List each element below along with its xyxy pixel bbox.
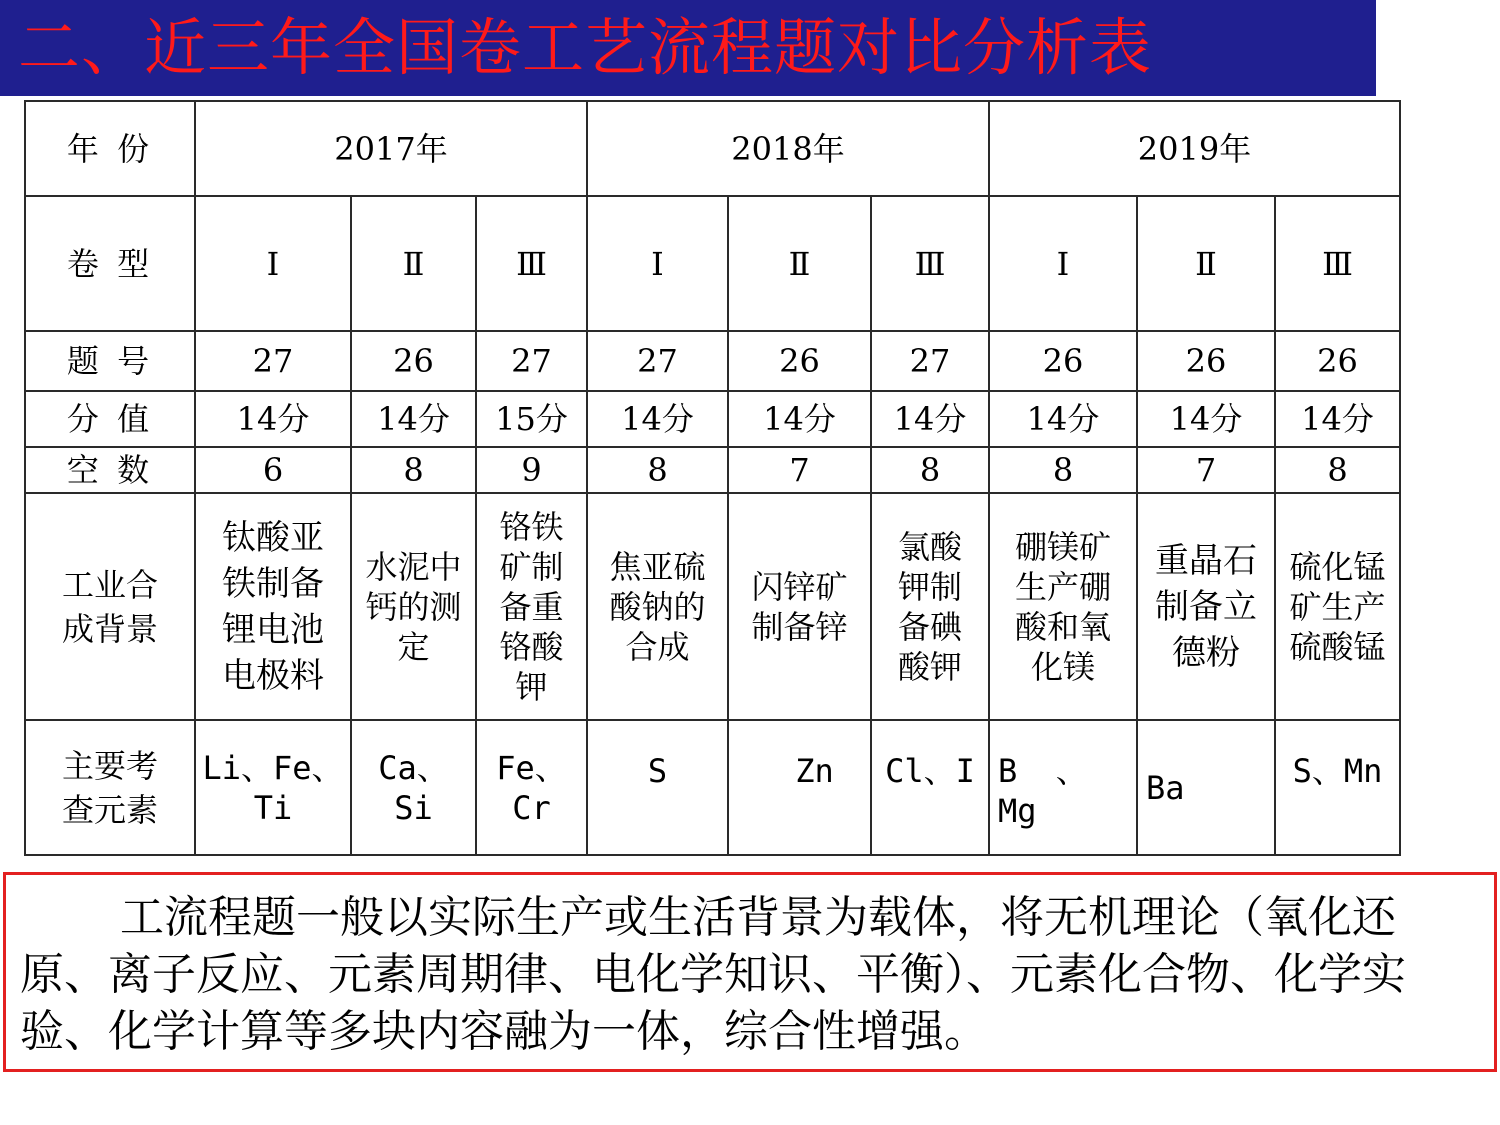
question-cell: 27 <box>871 331 989 391</box>
year-2018: 2018年 <box>587 101 989 196</box>
element-cell: Li、Fe、 Ti <box>195 720 351 855</box>
paper-cell: Ⅲ <box>476 196 587 331</box>
question-cell: 26 <box>351 331 476 391</box>
score-cell: 15分 <box>476 391 587 447</box>
element-cell: S <box>587 720 728 855</box>
element-cell: Ca、 Si <box>351 720 476 855</box>
paper-cell: Ⅱ <box>351 196 476 331</box>
background-cell: 焦亚硫 酸钠的 合成 <box>587 493 728 720</box>
question-cell: 27 <box>476 331 587 391</box>
score-cell: 14分 <box>871 391 989 447</box>
blank-cell: 7 <box>1137 447 1275 493</box>
blank-header: 空 数 <box>25 447 195 493</box>
question-cell: 26 <box>1137 331 1275 391</box>
element-cell: S、Mn <box>1275 720 1400 855</box>
blank-cell: 6 <box>195 447 351 493</box>
question-cell: 27 <box>195 331 351 391</box>
blank-row <box>25 447 1400 493</box>
comparison-table <box>24 100 1401 856</box>
question-row <box>25 331 1400 391</box>
element-cell: Cl、I <box>871 720 989 855</box>
score-cell: 14分 <box>351 391 476 447</box>
element-row <box>25 720 1400 855</box>
paper-cell: Ⅲ <box>871 196 989 331</box>
background-cell: 硫化锰 矿生产 硫酸锰 <box>1275 493 1400 720</box>
score-cell: 14分 <box>728 391 871 447</box>
paper-cell: Ⅱ <box>728 196 871 331</box>
score-header: 分 值 <box>25 391 195 447</box>
blank-cell: 8 <box>989 447 1137 493</box>
page-title: 二、近三年全国卷工艺流程题对比分析表 <box>18 11 1153 84</box>
question-cell: 27 <box>587 331 728 391</box>
paper-cell: Ⅰ <box>587 196 728 331</box>
element-cell: Zn <box>728 720 871 855</box>
paper-header: 卷 型 <box>25 196 195 331</box>
background-cell: 钛酸亚 铁制备 锂电池 电极料 <box>195 493 351 720</box>
blank-cell: 8 <box>871 447 989 493</box>
background-cell: 重晶石 制备立 德粉 <box>1137 493 1275 720</box>
paper-row <box>25 196 1400 331</box>
element-cell: Fe、 Cr <box>476 720 587 855</box>
background-header: 工业合 成背景 <box>25 493 195 720</box>
background-row <box>25 493 1400 720</box>
score-cell: 14分 <box>1275 391 1400 447</box>
background-cell: 闪锌矿 制备锌 <box>728 493 871 720</box>
blank-cell: 7 <box>728 447 871 493</box>
paper-cell: Ⅰ <box>195 196 351 331</box>
question-cell: 26 <box>1275 331 1400 391</box>
element-cell: B 、 Mg <box>989 720 1137 855</box>
background-cell: 水泥中 钙的测 定 <box>351 493 476 720</box>
title-bar <box>0 0 1376 96</box>
blank-cell: 9 <box>476 447 587 493</box>
score-cell: 14分 <box>989 391 1137 447</box>
score-cell: 14分 <box>195 391 351 447</box>
question-cell: 26 <box>728 331 871 391</box>
year-header: 年 份 <box>25 101 195 196</box>
score-cell: 14分 <box>1137 391 1275 447</box>
blank-cell: 8 <box>351 447 476 493</box>
blank-cell: 8 <box>587 447 728 493</box>
background-cell: 氯酸 钾制 备碘 酸钾 <box>871 493 989 720</box>
question-cell: 26 <box>989 331 1137 391</box>
element-cell: Ba <box>1137 720 1275 855</box>
paper-cell: Ⅱ <box>1137 196 1275 331</box>
score-row <box>25 391 1400 447</box>
blank-cell: 8 <box>1275 447 1400 493</box>
background-cell: 硼镁矿 生产硼 酸和氧 化镁 <box>989 493 1137 720</box>
question-header: 题 号 <box>25 331 195 391</box>
score-cell: 14分 <box>587 391 728 447</box>
year-2019: 2019年 <box>989 101 1400 196</box>
paper-cell: Ⅲ <box>1275 196 1400 331</box>
summary-note: 工流程题一般以实际生产或生活背景为载体，将无机理论（氧化还原、离子反应、元素周期律、电化学知识、平衡）、元素化合物、化学实验、化学计算等多块内容融为一体，综合性增强。 <box>3 872 1497 1072</box>
background-cell: 铬铁 矿制 备重 铬酸 钾 <box>476 493 587 720</box>
year-row <box>25 101 1400 196</box>
paper-cell: Ⅰ <box>989 196 1137 331</box>
element-header: 主要考 查元素 <box>25 720 195 855</box>
year-2017: 2017年 <box>195 101 587 196</box>
